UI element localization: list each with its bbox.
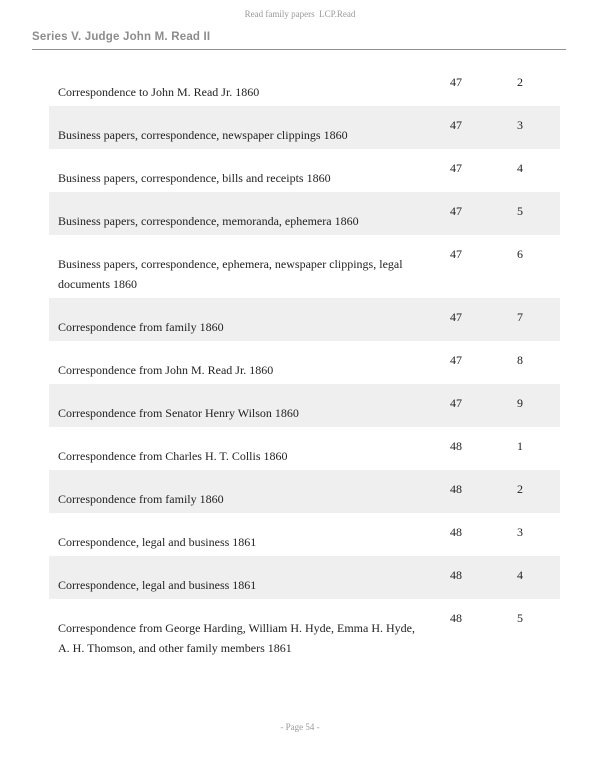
box-number: 47 [450, 310, 462, 324]
table-row [49, 513, 560, 556]
table-row [49, 298, 560, 341]
table-row [49, 63, 560, 106]
table-row [49, 106, 560, 149]
table-row [49, 470, 560, 513]
table-row [49, 341, 560, 384]
box-number: 47 [450, 204, 462, 218]
folder-number: 6 [517, 247, 523, 261]
item-description: Correspondence from John M. Read Jr. 1860 [58, 363, 274, 377]
item-description: Correspondence from Charles H. T. Collis 1860 [58, 449, 288, 463]
table-row [49, 192, 560, 235]
box-number: 48 [450, 525, 462, 539]
table-row [49, 149, 560, 192]
folder-number: 2 [517, 75, 523, 89]
folder-number: 8 [517, 353, 523, 367]
item-description: Correspondence, legal and business 1861 [58, 578, 257, 592]
table-row [49, 235, 560, 298]
series-title: Series V. Judge John M. Read II [32, 31, 211, 43]
item-description: Correspondence from Senator Henry Wilson 1860 [58, 406, 299, 420]
box-number: 48 [450, 611, 462, 625]
folder-number: 3 [517, 118, 523, 132]
item-description: Correspondence to John M. Read Jr. 1860 [58, 85, 260, 99]
item-description: Correspondence, legal and business 1861 [58, 535, 257, 549]
folder-number: 5 [517, 611, 523, 625]
item-description: Correspondence from family 1860 [58, 492, 224, 506]
box-number: 48 [450, 439, 462, 453]
box-number: 47 [450, 161, 462, 175]
document-header: Read family papers LCP.Read [244, 9, 356, 19]
item-description: Business papers, correspondence, memoranda, ephemera 1860 [58, 214, 359, 228]
box-number: 47 [450, 118, 462, 132]
box-number: 47 [450, 353, 462, 367]
item-description: Correspondence from family 1860 [58, 320, 224, 334]
series-header-rule [32, 27, 566, 50]
box-number: 47 [450, 75, 462, 89]
folder-number: 7 [517, 310, 523, 324]
folder-number: 9 [517, 396, 523, 410]
folder-number: 1 [517, 439, 523, 453]
box-number: 47 [450, 396, 462, 410]
item-description: Business papers, correspondence, newspaper clippings 1860 [58, 128, 348, 142]
item-description: Correspondence from George Harding, William H. Hyde, Emma H. Hyde, A. H. Thomson, and other family members 1861 [58, 621, 415, 655]
item-description: Business papers, correspondence, bills and receipts 1860 [58, 171, 331, 185]
item-description: Business papers, correspondence, ephemera, newspaper clippings, legal documents 1860 [58, 257, 403, 291]
box-number: 48 [450, 568, 462, 582]
folder-number: 2 [517, 482, 523, 496]
inventory-table [49, 63, 560, 662]
folder-number: 4 [517, 161, 523, 175]
folder-number: 3 [517, 525, 523, 539]
table-row [49, 384, 560, 427]
folder-number: 4 [517, 568, 523, 582]
box-number: 48 [450, 482, 462, 496]
table-row [49, 599, 560, 662]
box-number: 47 [450, 247, 462, 261]
folder-number: 5 [517, 204, 523, 218]
table-row [49, 427, 560, 470]
table-row [49, 556, 560, 599]
page-number: - Page 54 - [280, 722, 320, 732]
